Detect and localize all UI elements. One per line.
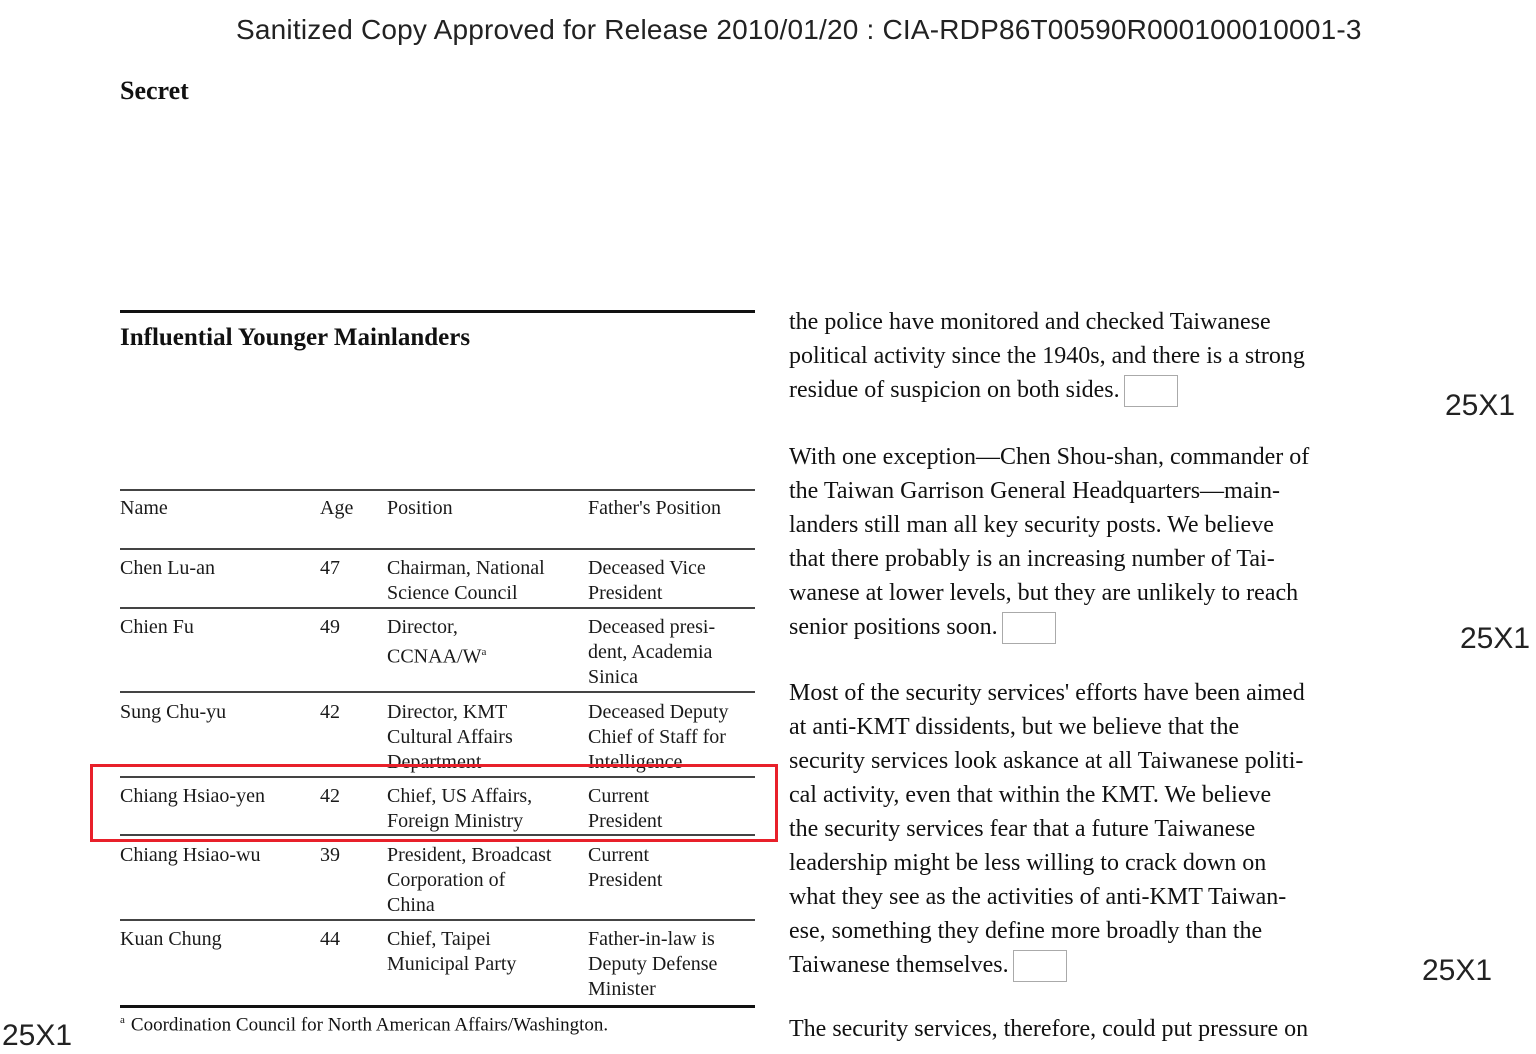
table-title: Influential Younger Mainlanders: [120, 324, 471, 351]
row-age: 44: [320, 928, 340, 950]
footnote-marker: a: [120, 1014, 125, 1026]
table-footnote: [120, 1014, 608, 1036]
row-name: Kuan Chung: [120, 928, 222, 950]
redaction-box: [1124, 375, 1178, 407]
table-bottom-rule: [120, 1005, 755, 1008]
redaction-marker: 25X1: [1445, 389, 1516, 422]
row-fathers-position: Current President: [588, 785, 663, 832]
footnote-ref: a: [481, 646, 487, 658]
row-fathers-position: Current President: [588, 844, 663, 891]
row-age: 39: [320, 844, 340, 866]
col-header-name: Name: [120, 497, 168, 519]
row-age: 42: [320, 701, 340, 723]
row-fathers-position: Deceased Vice President: [588, 557, 706, 604]
row-position: Chairman, National Science Council: [387, 557, 545, 604]
row-position-text: Director, CCNAA/W: [387, 616, 482, 668]
row-age: 47: [320, 557, 340, 579]
paragraph-text: Most of the security services' efforts have been aimed at anti-KMT dissidents, but we believe that the security services look askance at all Taiwanese politi- cal activity, even that within the KMT. We believe the security services fear that a future Taiwanese leadership might be less willing to crack down on what they see as the activities of anti-KMT Taiwan- ese, something they define more broadly than the Taiwanese themselves.: [789, 680, 1305, 978]
row-name: Chiang Hsiao-wu: [120, 844, 261, 866]
body-paragraph-2: [789, 440, 1439, 644]
footnote-text: Coordination Council for North American Affairs/Washington.: [130, 1014, 609, 1036]
row-divider: [120, 691, 755, 693]
body-paragraph-4: [789, 1012, 1439, 1046]
paragraph-text: The security services, therefore, could put pressure on: [789, 1016, 1309, 1042]
row-age: 42: [320, 785, 340, 807]
table-header-top-rule: [120, 489, 755, 491]
row-position: President, Broadcast Corporation of China: [387, 844, 552, 916]
body-paragraph-3: [789, 676, 1439, 982]
table-top-rule: [120, 310, 755, 313]
row-name: Chen Lu-an: [120, 557, 215, 579]
redaction-box: [1002, 612, 1056, 644]
table-header-bottom-rule: [120, 548, 755, 550]
row-fathers-position: Father-in-law is Deputy Defense Minister: [588, 928, 718, 1000]
release-header: Sanitized Copy Approved for Release 2010/01/20 : CIA-RDP86T00590R000100010001-3: [236, 14, 1362, 45]
row-fathers-position: Deceased presi- dent, Academia Sinica: [588, 616, 716, 688]
row-age: 49: [320, 616, 340, 638]
row-position: Director, KMT Cultural Affairs Department: [387, 701, 513, 773]
row-fathers-position: Deceased Deputy Chief of Staff for Intelligence: [588, 701, 729, 773]
redaction-marker: 25X1: [1422, 954, 1493, 987]
col-header-position: Position: [387, 497, 453, 519]
redaction-marker: 25X1: [1460, 622, 1531, 655]
col-header-fathers-position: Father's Position: [588, 497, 722, 519]
row-name: Chiang Hsiao-yen: [120, 785, 265, 807]
classification-label: Secret: [120, 76, 189, 105]
row-position: Chief, US Affairs, Foreign Ministry: [387, 785, 533, 832]
redaction-marker: 25X1: [2, 1019, 73, 1052]
row-name: Sung Chu-yu: [120, 701, 227, 723]
row-divider: [120, 919, 755, 921]
row-position: Chief, Taipei Municipal Party: [387, 928, 517, 975]
row-position: [387, 615, 486, 670]
redaction-box: [1013, 950, 1067, 982]
highlight-annotation-box: [90, 764, 778, 842]
paragraph-text: the police have monitored and checked Taiwanese political activity since the 1940s, and there is a strong residue of suspicion on both sides.: [789, 309, 1305, 403]
row-divider: [120, 607, 755, 609]
paragraph-text: With one exception—Chen Shou-shan, commander of the Taiwan Garrison General Headquarters—main- landers still man all key security posts. We believe that there probably is an increasing number of Tai- wanese at lower levels, but they are unlikely to reach senior positions soon.: [789, 444, 1310, 640]
row-name: Chien Fu: [120, 616, 194, 638]
col-header-age: Age: [320, 497, 354, 519]
body-paragraph-1: [789, 305, 1439, 407]
